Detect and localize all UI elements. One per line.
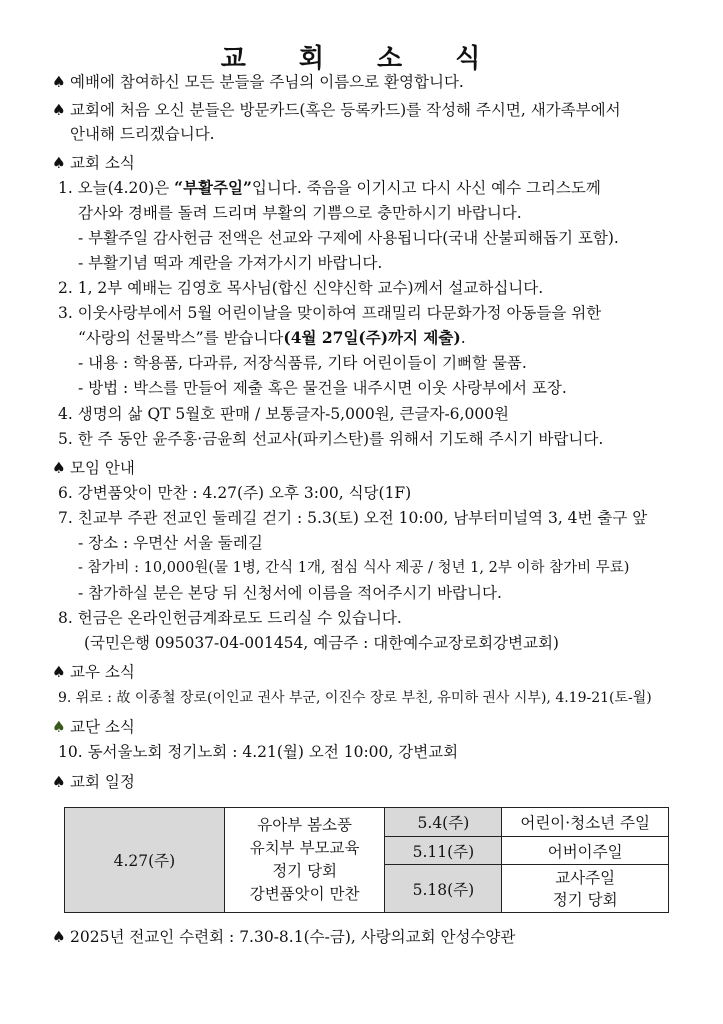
meeting-item-7-sub-1: - 장소 : 우면산 서울 둘레길 [78,534,263,552]
schedule-row-date: 5.4(주) [385,808,502,837]
spade-icon: ♠ [52,154,66,172]
intro-line-1: ♠ 예배에 참여하신 모든 분들을 주님의 이름으로 환영합니다. [52,73,464,91]
intro-line-3: 안내해 드리겠습니다. [70,125,215,143]
meeting-item-8: 8. 헌금은 온라인헌금계좌로도 드리실 수 있습니다. [58,609,402,627]
spade-icon: ♠ [52,663,66,681]
spade-icon: ♠ [52,73,66,91]
section-heading-presbytery: ♠ 교단 소식 [52,718,135,736]
news-item-1: 1. 오늘(4.20)은 “부활주일”입니다. 죽음을 이기시고 다시 사신 예수 그리스도께 [58,178,601,197]
meeting-item-7-sub-3: - 참가하실 분은 본당 뒤 신청서에 이름을 적어주시기 바랍니다. [78,584,502,602]
schedule-row-date: 5.11(주) [385,837,502,865]
schedule-table [64,807,669,913]
schedule-main-events: 유아부 봄소풍 유치부 부모교육 정기 당회 강변품앗이 만찬 [224,808,385,913]
page-title: 교 회 소 식 [220,44,503,74]
meeting-item-8-account: (국민은행 095037-04-001454, 예금주 : 대한예수교장로회강변교회) [84,634,559,652]
meeting-item-7: 7. 친교부 주관 전교인 둘레길 걷기 : 5.3(토) 오전 10:00, 남부터미널역 3, 4번 출구 앞 [58,509,648,527]
schedule-row-event: 어버이주일 [502,837,669,865]
schedule-main-date: 4.27(주) [65,808,225,913]
schedule-row-date: 5.18(주) [385,865,502,913]
section-heading-schedule: ♠ 교회 일정 [52,773,135,791]
spade-icon: ♠ [52,928,66,946]
section-heading-members: ♠ 교우 소식 [52,663,135,681]
news-item-3-sub-2: - 방법 : 박스를 만들어 제출 혹은 물건을 내주시면 이웃 사랑부에서 포장. [78,379,567,397]
section-heading-news: ♠ 교회 소식 [52,154,135,172]
news-item-1-line-2: 감사와 경배를 돌려 드리며 부활의 기쁨으로 충만하시기 바랍니다. [78,204,522,222]
spade-icon: ♠ [52,773,66,791]
presbytery-item-10: 10. 동서울노회 정기노회 : 4.21(월) 오전 10:00, 강변교회 [58,743,459,761]
retreat-notice: ♠ 2025년 전교인 수련회 : 7.30-8.1(수-금), 사랑의교회 안성수양관 [52,928,516,946]
news-item-1-sub-2: - 부활기념 떡과 계란을 가져가시기 바랍니다. [78,254,383,272]
spade-icon: ♠ [52,459,66,477]
news-item-3-line-2: “사랑의 선물박스”를 받습니다(4월 27일(주)까지 제출). [78,328,466,347]
spade-icon: ♠ [52,101,66,119]
news-item-3-sub-1: - 내용 : 학용품, 다과류, 저장식품류, 기타 어린이들이 기뻐할 물품. [78,354,527,372]
intro-line-2: ♠ 교회에 처음 오신 분들은 방문카드(혹은 등록카드)를 작성해 주시면, 새가족부에서 [52,101,621,119]
news-item-4: 4. 생명의 삶 QT 5월호 판매 / 보통글자-5,000원, 큰글자-6,000원 [58,405,510,423]
news-item-1-sub-1: - 부활주일 감사헌금 전액은 선교와 구제에 사용됩니다(국내 산불피해돕기 포함). [78,229,619,247]
schedule-row-event: 어린이·청소년 주일 [502,808,669,837]
news-item-5: 5. 한 주 동안 윤주홍·금윤희 선교사(파키스탄)를 위해서 기도해 주시기 바랍니다. [58,430,604,448]
meeting-item-6: 6. 강변품앗이 만찬 : 4.27(주) 오후 3:00, 식당(1F) [58,484,412,502]
members-item-9: 9. 위로 : 故 이종철 장로(이인교 권사 부군, 이진수 장로 부친, 유미하 권사 시부), 4.19-21(토-월) [58,690,652,706]
section-heading-meetings: ♠ 모임 안내 [52,459,135,477]
schedule-row-event: 교사주일 정기 당회 [502,865,669,913]
news-item-2: 2. 1, 2부 예배는 김영호 목사님(합신 신약신학 교수)께서 설교하십니다. [58,279,544,297]
news-item-3: 3. 이웃사랑부에서 5월 어린이날을 맞이하여 프래밀리 다문화가정 아동들을 위한 [58,304,602,322]
spade-icon: ♠ [52,718,66,736]
meeting-item-7-sub-2: - 참가비 : 10,000원(물 1병, 간식 1개, 점심 식사 제공 / 청년 1, 2부 이하 참가비 무료) [78,560,630,576]
